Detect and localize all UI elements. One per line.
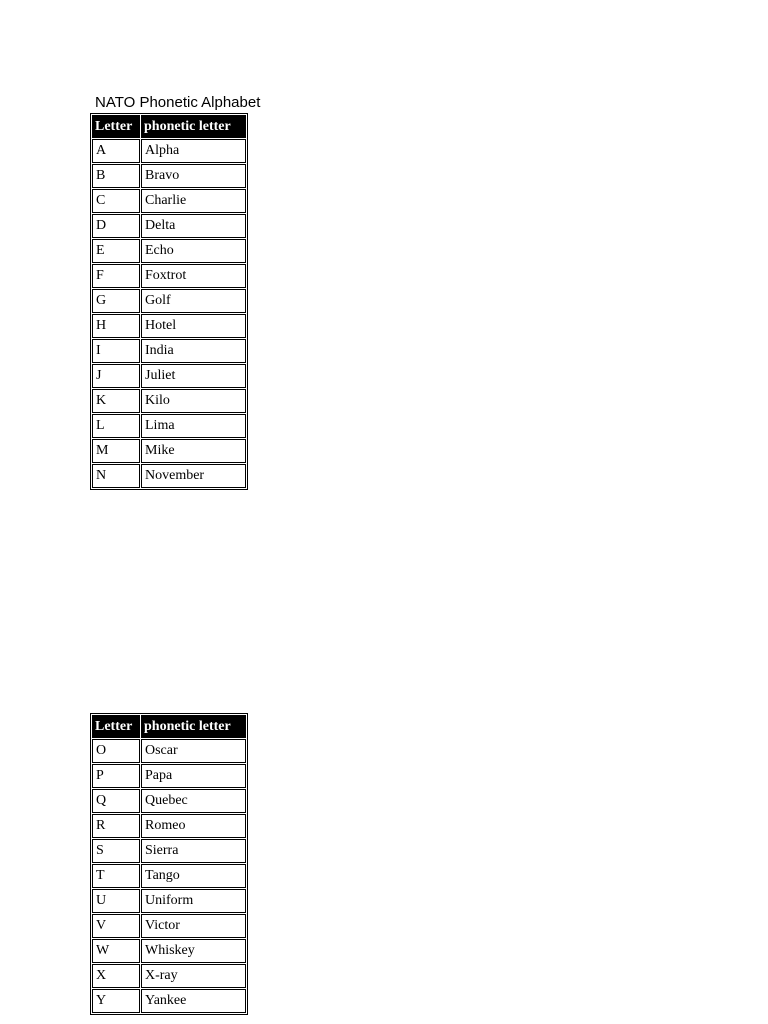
letter-cell: U <box>92 889 140 913</box>
letter-cell: V <box>92 914 140 938</box>
letter-cell: Y <box>92 989 140 1013</box>
phonetic-word-cell: Mike <box>141 439 246 463</box>
table-row <box>92 739 246 763</box>
table-row <box>92 164 246 188</box>
letter-cell: J <box>92 364 140 388</box>
phonetic-word-cell: X-ray <box>141 964 246 988</box>
table-row <box>92 289 246 313</box>
phonetic-word-cell: Whiskey <box>141 939 246 963</box>
phonetic-word-cell: Romeo <box>141 814 246 838</box>
phonetic-word-cell: Quebec <box>141 789 246 813</box>
letter-cell: L <box>92 414 140 438</box>
phonetic-word-cell: Papa <box>141 764 246 788</box>
phonetic-word-cell: November <box>141 464 246 488</box>
table-row <box>92 189 246 213</box>
letter-cell: B <box>92 164 140 188</box>
table-row <box>92 464 246 488</box>
table-row <box>92 789 246 813</box>
table-row <box>92 839 246 863</box>
table-row <box>92 814 246 838</box>
letter-cell: X <box>92 964 140 988</box>
phonetic-word-cell: Charlie <box>141 189 246 213</box>
phonetic-word-cell: Uniform <box>141 889 246 913</box>
phonetic-word-cell: Bravo <box>141 164 246 188</box>
table-header-row <box>92 115 246 138</box>
table-body <box>92 739 246 1013</box>
header-phonetic-letter: phonetic letter <box>141 715 246 738</box>
table-row <box>92 314 246 338</box>
letter-cell: H <box>92 314 140 338</box>
letter-cell: N <box>92 464 140 488</box>
table-row <box>92 139 246 163</box>
table-header-row <box>92 715 246 738</box>
phonetic-word-cell: Victor <box>141 914 246 938</box>
phonetic-word-cell: Kilo <box>141 389 246 413</box>
header-letter: Letter <box>92 715 140 738</box>
letter-cell: A <box>92 139 140 163</box>
letter-cell: C <box>92 189 140 213</box>
header-letter: Letter <box>92 115 140 138</box>
phonetic-word-cell: Oscar <box>141 739 246 763</box>
letter-cell: O <box>92 739 140 763</box>
letter-cell: M <box>92 439 140 463</box>
table-row <box>92 914 246 938</box>
phonetic-word-cell: Echo <box>141 239 246 263</box>
phonetic-word-cell: Yankee <box>141 989 246 1013</box>
phonetic-word-cell: Alpha <box>141 139 246 163</box>
phonetic-table-a-to-n <box>90 113 248 490</box>
letter-cell: G <box>92 289 140 313</box>
table-row <box>92 214 246 238</box>
table-row <box>92 339 246 363</box>
letter-cell: I <box>92 339 140 363</box>
phonetic-word-cell: India <box>141 339 246 363</box>
letter-cell: D <box>92 214 140 238</box>
header-phonetic-letter: phonetic letter <box>141 115 246 138</box>
table-row <box>92 764 246 788</box>
table-body <box>92 139 246 488</box>
letter-cell: P <box>92 764 140 788</box>
letter-cell: W <box>92 939 140 963</box>
phonetic-word-cell: Hotel <box>141 314 246 338</box>
table-row <box>92 439 246 463</box>
letter-cell: S <box>92 839 140 863</box>
phonetic-word-cell: Golf <box>141 289 246 313</box>
table-row <box>92 364 246 388</box>
table-row <box>92 389 246 413</box>
letter-cell: E <box>92 239 140 263</box>
table-row <box>92 939 246 963</box>
phonetic-word-cell: Delta <box>141 214 246 238</box>
table-row <box>92 989 246 1013</box>
table-row <box>92 239 246 263</box>
page-title: NATO Phonetic Alphabet <box>95 94 261 111</box>
table-row <box>92 889 246 913</box>
phonetic-word-cell: Tango <box>141 864 246 888</box>
table-row <box>92 414 246 438</box>
letter-cell: Q <box>92 789 140 813</box>
letter-cell: F <box>92 264 140 288</box>
letter-cell: K <box>92 389 140 413</box>
letter-cell: R <box>92 814 140 838</box>
phonetic-word-cell: Lima <box>141 414 246 438</box>
phonetic-word-cell: Juliet <box>141 364 246 388</box>
phonetic-word-cell: Sierra <box>141 839 246 863</box>
table-row <box>92 264 246 288</box>
letter-cell: T <box>92 864 140 888</box>
table-row <box>92 864 246 888</box>
phonetic-word-cell: Foxtrot <box>141 264 246 288</box>
table-row <box>92 964 246 988</box>
phonetic-table-o-to-y <box>90 713 248 1015</box>
